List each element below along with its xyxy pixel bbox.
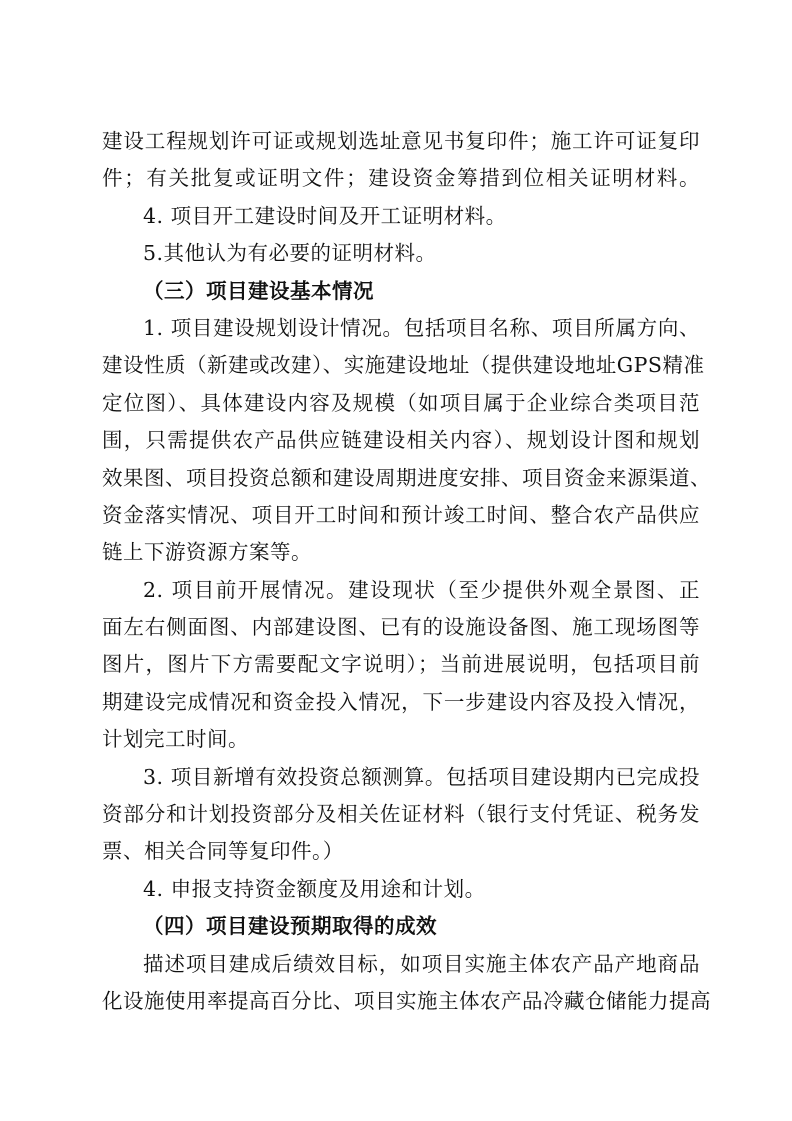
list-item-4: 4. 项目开工建设时间及开工证明材料。 [143,203,507,228]
body-text-line: 件；有关批复或证明文件；建设资金筹措到位相关证明材料。 [102,166,700,191]
body-text-line: 描述项目建成后绩效目标，如项目实施主体农产品产地商品 [143,951,700,976]
list-item-3: 3. 项目新增有效投资总额测算。包括项目建设期内已完成投 [143,764,700,789]
section-heading-4: （四）项目建设预期取得的成效 [143,914,437,939]
list-item-1: 1. 项目建设规划设计情况。包括项目名称、项目所属方向、 [143,315,700,340]
body-text-line: 资部分和计划投资部分及相关佐证材料（银行支付凭证、税务发 [102,802,700,827]
list-item-5: 5.其他认为有必要的证明材料。 [143,241,437,266]
body-text-line: 票、相关合同等复印件。） [102,839,344,864]
body-text-line: 期建设完成情况和资金投入情况，下一步建设内容及投入情况， [102,689,700,714]
body-text-line: 效果图、项目投资总额和建设周期进度安排、项目资金来源渠道、 [102,465,711,490]
list-item-4b: 4. 申报支持资金额度及用途和计划。 [143,876,486,901]
body-text-line: 定位图）、具体建设内容及规模（如项目属于企业综合类项目范 [102,390,700,415]
body-text-line: 资金落实情况、项目开工时间和预计竣工时间、整合农产品供应 [102,502,700,527]
body-text-line: 图片，图片下方需要配文字说明）；当前进展说明，包括项目前 [102,652,700,677]
body-text-line: 建设性质（新建或改建）、实施建设地址（提供建设地址GPS精准 [102,353,705,378]
section-heading-3: （三）项目建设基本情况 [143,278,374,303]
body-text-line: 化设施使用率提高百分比、项目实施主体农产品冷藏仓储能力提高 [102,988,711,1013]
list-item-2: 2. 项目前开展情况。建设现状（至少提供外观全景图、正 [143,577,700,602]
body-text-line: 建设工程规划许可证或规划选址意见书复印件；施工许可证复印 [102,129,700,153]
body-text-line: 围，只需提供农产品供应链建设相关内容）、规划设计图和规划 [102,428,700,453]
body-text-line: 面左右侧面图、内部建设图、已有的设施设备图、施工现场图等 [102,615,700,640]
body-text-line: 计划完工时间。 [102,727,249,752]
body-text-line: 链上下游资源方案等。 [102,540,312,565]
